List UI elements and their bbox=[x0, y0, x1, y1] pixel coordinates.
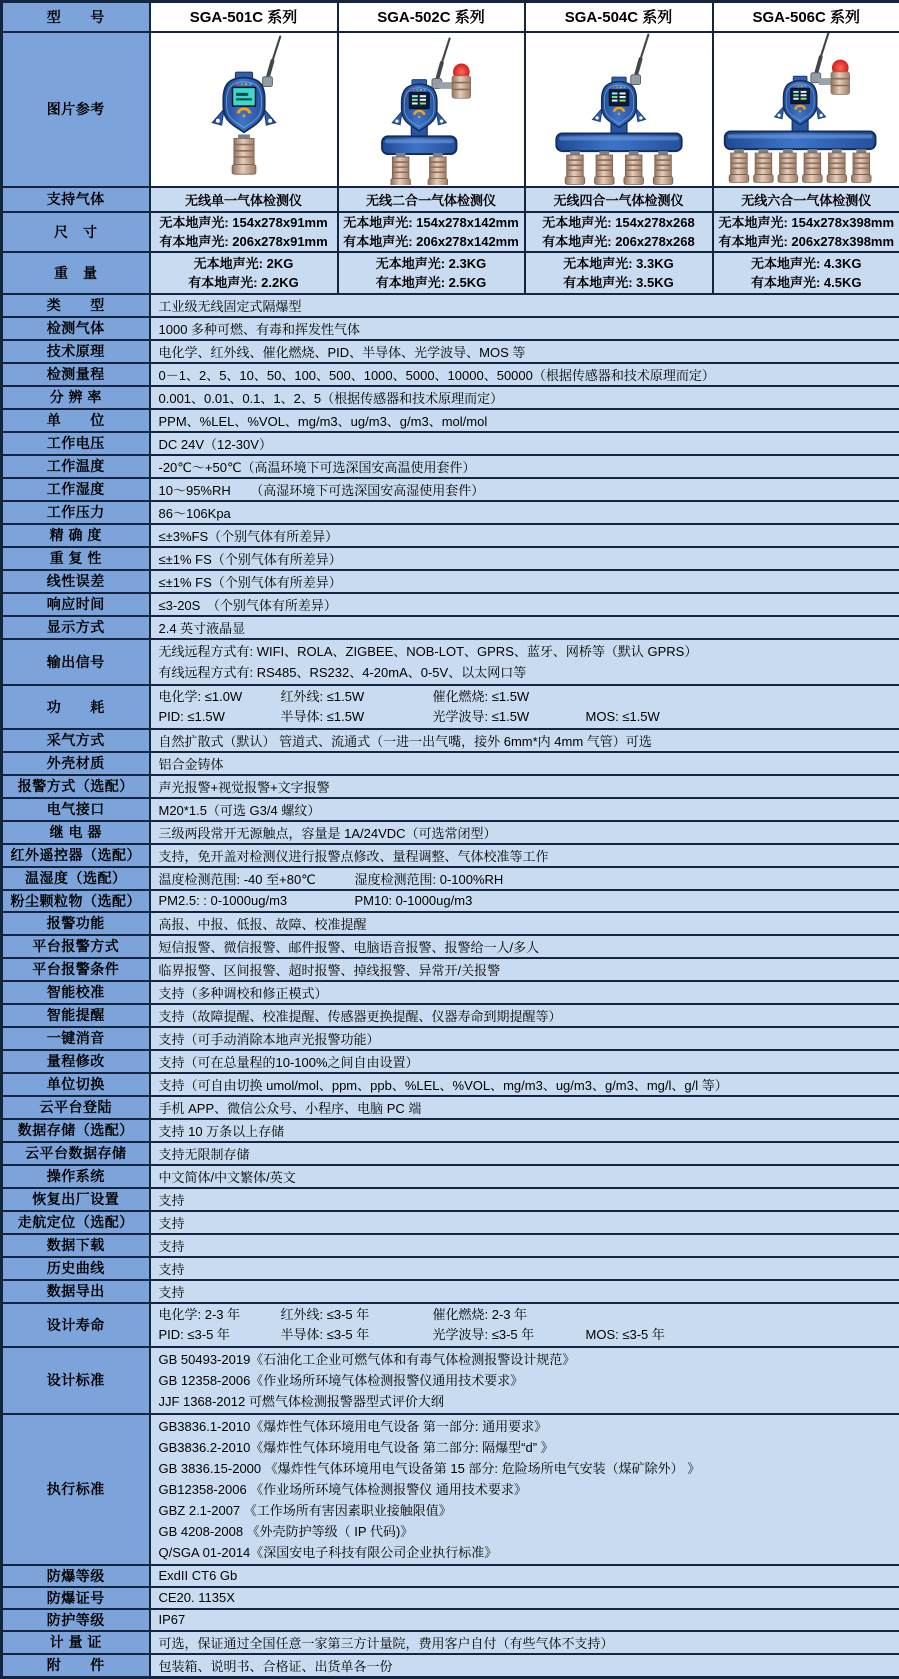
spec-row-value: 支持 10 万条以上存储 bbox=[150, 1119, 899, 1142]
spec-value-line: JJF 1368-2012 可燃气体检测报警器型式评价大纲 bbox=[159, 1391, 894, 1412]
top-row-value-line: 无本地声光: 2KG bbox=[151, 254, 337, 273]
lcd-screen-multi bbox=[409, 93, 429, 109]
spec-row-label: 云平台登陆 bbox=[2, 1096, 150, 1119]
spec-value-line: GB 12358-2006《作业场所环境气体检测报警仪通用技术要求》 bbox=[159, 1370, 894, 1391]
spec-row-label: 历史曲线 bbox=[2, 1257, 150, 1280]
spec-pair-item: PM2.5: : 0-1000ug/m3 bbox=[159, 893, 327, 908]
lcd-screen-multi bbox=[609, 90, 628, 106]
spec-row-value: 电化学、红外线、催化燃烧、PID、半导体、光学波导、MOS 等 bbox=[150, 340, 899, 363]
spec-row-value: 中文简体/中文繁体/英文 bbox=[150, 1165, 899, 1188]
spec-row-value: 包装箱、说明书、合格证、出货单各一份 bbox=[150, 1654, 899, 1678]
top-row-value-line: 无本地声光: 154x278x91mm bbox=[151, 213, 337, 232]
top-row-value-line: 无本地声光: 3.3KG bbox=[526, 254, 712, 273]
top-row-value bbox=[150, 212, 338, 252]
spec-row-label: 重 复 性 bbox=[2, 547, 150, 570]
spec-row-label: 执行标准 bbox=[2, 1414, 150, 1565]
spec-row-value: ≤3-20S （个别气体有所差异） bbox=[150, 593, 899, 616]
spec-row-label: 技术原理 bbox=[2, 340, 150, 363]
spec-row-value: 工业级无线固定式隔爆型 bbox=[150, 294, 899, 317]
spec-pair-item: 湿度检测范围: 0-100%RH bbox=[355, 869, 523, 888]
spec-grid-item: MOS: ≤1.5W bbox=[586, 707, 660, 727]
spec-grid-item: 光学波导: ≤3-5 年 bbox=[433, 1325, 586, 1345]
spec-grid-line bbox=[159, 687, 894, 707]
spec-row-value: 支持 bbox=[150, 1188, 899, 1211]
spec-row-label: 工作电压 bbox=[2, 432, 150, 455]
spec-row-value: 10～95%RH （高湿环境下可选深国安高湿使用套件） bbox=[150, 478, 899, 501]
spec-grid-item: 电化学: 2-3 年 bbox=[159, 1305, 281, 1325]
spec-row-label: 分 辨 率 bbox=[2, 386, 150, 409]
spec-row-label: 报警功能 bbox=[2, 912, 150, 935]
alarm-beacon-icon bbox=[452, 63, 471, 98]
detector-body bbox=[775, 76, 826, 124]
spec-row-label: 走航定位（选配） bbox=[2, 1211, 150, 1234]
top-row-value-line: 有本地声光: 4.5KG bbox=[714, 273, 899, 292]
spec-row-value: 支持（可自由切换 umol/mol、ppm、ppb、%LEL、%VOL、mg/m3、ug/m3、g/m3、mg/l、g/l 等） bbox=[150, 1073, 899, 1096]
top-row-label: 支持气体 bbox=[2, 187, 150, 212]
spec-row-label: 工作湿度 bbox=[2, 478, 150, 501]
spec-grid-line bbox=[159, 1305, 894, 1325]
spec-row-label: 云平台数据存储 bbox=[2, 1142, 150, 1165]
top-row-label: 尺 寸 bbox=[2, 212, 150, 252]
top-row-value bbox=[525, 212, 713, 252]
spec-row-label: 数据存储（选配） bbox=[2, 1119, 150, 1142]
spec-value-line: GB 50493-2019《石油化工企业可燃气体和有毒气体检测报警设计规范》 bbox=[159, 1349, 894, 1370]
spec-row-label: 工作温度 bbox=[2, 455, 150, 478]
spec-row-label: 量程修改 bbox=[2, 1050, 150, 1073]
device-image-cell-3 bbox=[525, 32, 713, 187]
spec-row-value: 临界报警、区间报警、超时报警、掉线报警、异常开/关报警 bbox=[150, 958, 899, 981]
spec-row-label: 平台报警条件 bbox=[2, 958, 150, 981]
spec-row-value: 1000 多种可燃、有毒和挥发性气体 bbox=[150, 317, 899, 340]
spec-row-label: 防护等级 bbox=[2, 1609, 150, 1631]
spec-row-value: -20℃～+50℃（高温环境下可选深国安高温使用套件） bbox=[150, 455, 899, 478]
top-row-value-line: 无本地声光: 154x278x398mm bbox=[714, 213, 899, 232]
device-image-cell-4 bbox=[713, 32, 899, 187]
spec-grid-item: 电化学: ≤1.0W bbox=[159, 687, 281, 707]
top-row-value bbox=[150, 252, 338, 294]
spec-row-label: 工作压力 bbox=[2, 501, 150, 524]
spec-row-label: 数据下载 bbox=[2, 1234, 150, 1257]
spec-grid-line bbox=[159, 1325, 894, 1345]
top-row-value bbox=[713, 252, 899, 294]
spec-row-value: 铝合金铸体 bbox=[150, 752, 899, 775]
spec-row-label: 显示方式 bbox=[2, 616, 150, 639]
spec-row-label: 单 位 bbox=[2, 409, 150, 432]
top-row-value-line: 有本地声光: 206x278x91mm bbox=[151, 232, 337, 251]
spec-row-label: 恢复出厂设置 bbox=[2, 1188, 150, 1211]
top-row-value-line: 有本地声光: 206x278x398mm bbox=[714, 232, 899, 251]
spec-row-label: 操作系统 bbox=[2, 1165, 150, 1188]
spec-row-value: 手机 APP、微信公众号、小程序、电脑 PC 端 bbox=[150, 1096, 899, 1119]
spec-grid-item: 催化燃烧: 2-3 年 bbox=[433, 1305, 586, 1325]
spec-row-label: 精 确 度 bbox=[2, 524, 150, 547]
spec-row-label: 数据导出 bbox=[2, 1280, 150, 1303]
spec-row-value: 86～106Kpa bbox=[150, 501, 899, 524]
series-header-1: SGA-501C 系列 bbox=[150, 2, 338, 32]
spec-row-value: CE20. 1135X bbox=[150, 1587, 899, 1609]
top-row-value bbox=[713, 212, 899, 252]
spec-row-value: 支持 bbox=[150, 1211, 899, 1234]
spec-value-line: GB 3836.15-2000 《爆炸性气体环境用电气设备第 15 部分: 危险场所电气安装（煤矿除外） 》 bbox=[159, 1458, 894, 1479]
spec-value-line: GB3836.1-2010《爆炸性气体环境用电气设备 第一部分: 通用要求》 bbox=[159, 1416, 894, 1437]
spec-grid-item: PID: ≤3-5 年 bbox=[159, 1325, 281, 1345]
spec-row-value bbox=[150, 1303, 899, 1347]
top-row-value bbox=[338, 212, 525, 252]
spec-row-value: 支持（故障提醒、校准提醒、传感器更换提醒、仪器寿命到期提醒等） bbox=[150, 1004, 899, 1027]
spec-row-label: 智能校准 bbox=[2, 981, 150, 1004]
device-image-4 bbox=[714, 33, 898, 185]
spec-row-value: 支持，免开盖对检测仪进行报警点修改、量程调整、气体校准等工作 bbox=[150, 844, 899, 867]
series-header-2: SGA-502C 系列 bbox=[338, 2, 525, 32]
spec-row-value: DC 24V（12-30V） bbox=[150, 432, 899, 455]
spec-row-value: PPM、%LEL、%VOL、mg/m3、ug/m3、g/m3、mol/mol bbox=[150, 409, 899, 432]
spec-grid-item: 催化燃烧: ≤1.5W bbox=[433, 687, 586, 707]
spec-row-value: 支持（多种调校和修正模式） bbox=[150, 981, 899, 1004]
spec-row-value: ≤±3%FS（个别气体有所差异） bbox=[150, 524, 899, 547]
spec-row-label: 计 量 证 bbox=[2, 1631, 150, 1654]
spec-row-value: 短信报警、微信报警、邮件报警、电脑语音报警、报警给一人/多人 bbox=[150, 935, 899, 958]
spec-value-line: 有线远程方式有: RS485、RS232、4-20mA、0-5V、以太网口等 bbox=[159, 662, 894, 683]
spec-row-label: 单位切换 bbox=[2, 1073, 150, 1096]
spec-row-label: 一键消音 bbox=[2, 1027, 150, 1050]
spec-pair-item: 温度检测范围: -40 至+80℃ bbox=[159, 869, 327, 888]
spec-row-value: IP67 bbox=[150, 1609, 899, 1631]
top-row-value-line: 无本地声光: 4.3KG bbox=[714, 254, 899, 273]
spec-row-value bbox=[150, 685, 899, 729]
antenna-icon bbox=[816, 33, 829, 75]
lcd-screen-multi bbox=[791, 88, 810, 103]
spec-row-value: 0－1、2、5、10、50、100、500、1000、5000、10000、50000（根据传感器和技术原理而定） bbox=[150, 363, 899, 386]
antenna-icon bbox=[267, 37, 280, 79]
top-row-label: 重 量 bbox=[2, 252, 150, 294]
spec-value-line: GB12358-2006 《作业场所环境气体检测报警仪 通用技术要求》 bbox=[159, 1479, 894, 1500]
spec-row-value bbox=[150, 1347, 899, 1414]
spec-value-line: GB3836.2-2010《爆炸性气体环境用电气设备 第二部分: 隔爆型“d” 》 bbox=[159, 1437, 894, 1458]
spec-grid-item: 半导体: ≤3-5 年 bbox=[281, 1325, 433, 1345]
spec-row-label: 外壳材质 bbox=[2, 752, 150, 775]
spec-row-label: 电气接口 bbox=[2, 798, 150, 821]
spec-row-value: 支持 bbox=[150, 1257, 899, 1280]
antenna-icon bbox=[635, 35, 648, 77]
spec-row-label: 智能提醒 bbox=[2, 1004, 150, 1027]
spec-row-value bbox=[150, 867, 899, 890]
spec-row-label: 类 型 bbox=[2, 294, 150, 317]
spec-row-value bbox=[150, 639, 899, 685]
spec-row-label: 附 件 bbox=[2, 1654, 150, 1678]
spec-row-label: 红外遥控器（选配） bbox=[2, 844, 150, 867]
spec-grid-line bbox=[159, 707, 894, 727]
spec-row-label: 设计寿命 bbox=[2, 1303, 150, 1347]
antenna-icon bbox=[437, 39, 450, 81]
top-row-value-line: 有本地声光: 206x278x142mm bbox=[339, 232, 524, 251]
spec-row-value: ExdII CT6 Gb bbox=[150, 1565, 899, 1587]
spec-row-value: 声光报警+视觉报警+文字报警 bbox=[150, 775, 899, 798]
spec-row-label: 平台报警方式 bbox=[2, 935, 150, 958]
top-row-value: 无线六合一气体检测仪 bbox=[713, 187, 899, 212]
top-row-value-line: 有本地声光: 206x278x268 bbox=[526, 232, 712, 251]
spec-row-label: 防爆证号 bbox=[2, 1587, 150, 1609]
top-row-value: 无线二合一气体检测仪 bbox=[338, 187, 525, 212]
spec-value-line: Q/SGA 01-2014《深国安电子科技有限公司企业执行标准》 bbox=[159, 1542, 894, 1563]
spec-row-label: 粉尘颗粒物（选配） bbox=[2, 890, 150, 912]
lcd-screen-teal bbox=[232, 87, 255, 106]
spec-row-value: 支持 bbox=[150, 1280, 899, 1303]
spec-row-value bbox=[150, 1414, 899, 1565]
spec-row-label: 继 电 器 bbox=[2, 821, 150, 844]
spec-row-value: 支持无限制存储 bbox=[150, 1142, 899, 1165]
top-row-value-line: 无本地声光: 154x278x142mm bbox=[339, 213, 524, 232]
spec-row-value: ≤±1% FS（个别气体有所差异） bbox=[150, 570, 899, 593]
spec-grid-item: 红外线: ≤1.5W bbox=[281, 687, 433, 707]
top-row-value-line: 无本地声光: 154x278x268 bbox=[526, 213, 712, 232]
spec-row-value: 自然扩散式（默认） 管道式、流通式（一进一出气嘴，接外 6mm*内 4mm 气管）可选 bbox=[150, 729, 899, 752]
spec-row-value: 支持 bbox=[150, 1234, 899, 1257]
spec-row-label: 温湿度（选配） bbox=[2, 867, 150, 890]
spec-row-value: 可选，保证通过全国任意一家第三方计量院，费用客户自付（有些气体不支持） bbox=[150, 1631, 899, 1654]
spec-value-line: 无线远程方式有: WIFI、ROLA、ZIGBEE、NOB-LOT、GPRS、蓝牙、网桥等（默认 GPRS） bbox=[159, 641, 894, 662]
top-row-value-line: 有本地声光: 2.2KG bbox=[151, 273, 337, 292]
spec-grid-item: 光学波导: ≤1.5W bbox=[433, 707, 586, 727]
spec-row-value bbox=[150, 890, 899, 912]
spec-row-label: 防爆等级 bbox=[2, 1565, 150, 1587]
spec-row-label: 响应时间 bbox=[2, 593, 150, 616]
image-reference-label: 图片参考 bbox=[2, 32, 150, 187]
top-row-value-line: 有本地声光: 3.5KG bbox=[526, 273, 712, 292]
spec-row-label: 报警方式（选配） bbox=[2, 775, 150, 798]
spec-grid-item: 半导体: ≤1.5W bbox=[281, 707, 433, 727]
alarm-beacon-icon bbox=[831, 60, 850, 95]
spec-grid-item: PID: ≤1.5W bbox=[159, 707, 281, 727]
spec-row-value: 支持（可在总量程的10-100%之间自由设置） bbox=[150, 1050, 899, 1073]
spec-value-line: GBZ 2.1-2007 《工作场所有害因素职业接触限值》 bbox=[159, 1500, 894, 1521]
device-image-3 bbox=[527, 33, 711, 185]
spec-row-label: 检测量程 bbox=[2, 363, 150, 386]
spec-row-value: 2.4 英寸液晶显 bbox=[150, 616, 899, 639]
spec-value-line: GB 4208-2008 《外壳防护等级（ IP 代码)》 bbox=[159, 1521, 894, 1542]
model-header-label: 型 号 bbox=[2, 2, 150, 32]
spec-row-label: 采气方式 bbox=[2, 729, 150, 752]
spec-row-value: 三级两段常开无源触点，容量是 1A/24VDC（可选常闭型） bbox=[150, 821, 899, 844]
top-row-value-line: 有本地声光: 2.5KG bbox=[339, 273, 524, 292]
device-image-2 bbox=[339, 33, 523, 185]
spec-row-label: 功 耗 bbox=[2, 685, 150, 729]
spec-row-label: 设计标准 bbox=[2, 1347, 150, 1414]
spec-grid-item: 红外线: ≤3-5 年 bbox=[281, 1305, 433, 1325]
spec-row-value: M20*1.5（可选 G3/4 螺纹） bbox=[150, 798, 899, 821]
spec-row-value: 0.001、0.01、0.1、1、2、5（根据传感器和技术原理而定） bbox=[150, 386, 899, 409]
spec-row-value: 高报、中报、低报、故障、校准提醒 bbox=[150, 912, 899, 935]
spec-row-value: 支持（可手动消除本地声光报警功能） bbox=[150, 1027, 899, 1050]
device-image-1 bbox=[152, 33, 336, 185]
device-image-cell-2 bbox=[338, 32, 525, 187]
device-image-cell-1 bbox=[150, 32, 338, 187]
spec-row-value: ≤±1% FS（个别气体有所差异） bbox=[150, 547, 899, 570]
spec-row-label: 输出信号 bbox=[2, 639, 150, 685]
spec-row-label: 检测气体 bbox=[2, 317, 150, 340]
top-row-value: 无线单一气体检测仪 bbox=[150, 187, 338, 212]
top-row-value-line: 无本地声光: 2.3KG bbox=[339, 254, 524, 273]
top-row-value: 无线四合一气体检测仪 bbox=[525, 187, 713, 212]
series-header-4: SGA-506C 系列 bbox=[713, 2, 899, 32]
spec-grid-item: MOS: ≤3-5 年 bbox=[586, 1325, 665, 1345]
top-row-value bbox=[525, 252, 713, 294]
series-header-3: SGA-504C 系列 bbox=[525, 2, 713, 32]
spec-pair-item: PM10: 0-1000ug/m3 bbox=[355, 893, 523, 908]
spec-row-label: 线性误差 bbox=[2, 570, 150, 593]
top-row-value bbox=[338, 252, 525, 294]
